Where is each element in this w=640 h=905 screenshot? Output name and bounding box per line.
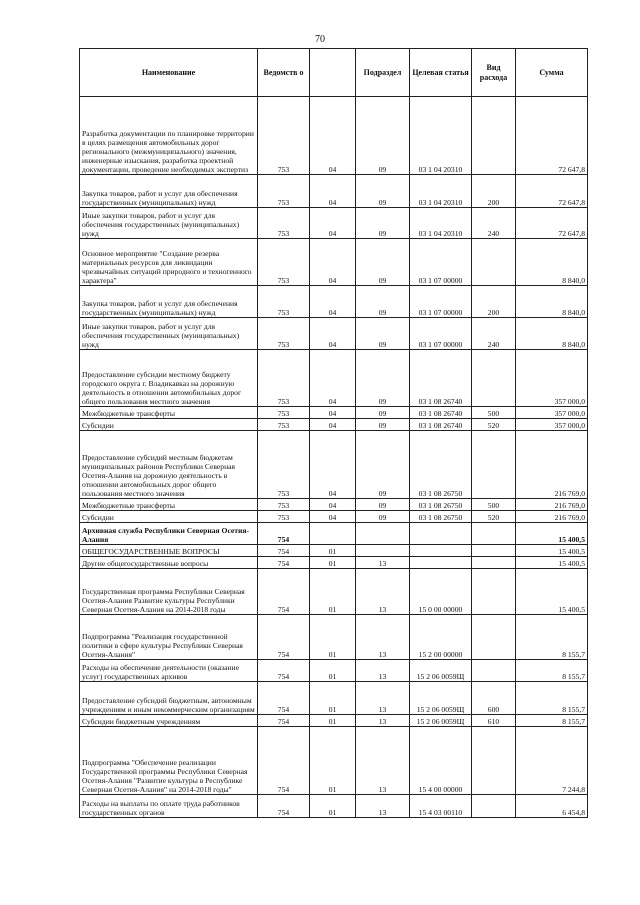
- cell-expense-type: [472, 660, 516, 682]
- cell-target: 03 1 07 00000: [410, 286, 472, 318]
- cell-department: 753: [258, 208, 310, 239]
- cell-subsection: 13: [356, 727, 410, 795]
- cell-department: 754: [258, 557, 310, 569]
- cell-name: Иные закупки товаров, работ и услуг для обеспечения государственных (муниципальных) нужд: [80, 318, 258, 350]
- table-body: [80, 97, 588, 818]
- cell-section: 01: [310, 569, 356, 615]
- cell-name: Разработка документации по планировке территории в целях размещения автомобильных дорог регионального (межмуниципального) значения, инженерные изыскания, разработка проектной документации, проведение необходимых экспертиз: [80, 97, 258, 175]
- cell-department: 754: [258, 715, 310, 727]
- cell-amount: 8 155,7: [516, 682, 588, 715]
- table-row: [80, 97, 588, 175]
- cell-name: Архивная служба Республики Северная Осетия-Алания: [80, 523, 258, 545]
- cell-amount: 6 454,8: [516, 795, 588, 818]
- cell-subsection: 13: [356, 660, 410, 682]
- cell-expense-type: 600: [472, 682, 516, 715]
- cell-subsection: 13: [356, 795, 410, 818]
- header-subsection: Подраздел: [356, 49, 410, 97]
- table-row: [80, 557, 588, 569]
- cell-subsection: 09: [356, 318, 410, 350]
- cell-subsection: 09: [356, 419, 410, 431]
- cell-expense-type: [472, 557, 516, 569]
- table-row: [80, 208, 588, 239]
- cell-amount: 8 155,7: [516, 615, 588, 660]
- cell-subsection: 13: [356, 569, 410, 615]
- cell-amount: 357 000,0: [516, 407, 588, 419]
- table-row: [80, 523, 588, 545]
- header-name: Наименование: [80, 49, 258, 97]
- cell-section: 01: [310, 795, 356, 818]
- cell-department: 753: [258, 350, 310, 407]
- table-row: [80, 727, 588, 795]
- cell-target: 03 1 08 26750: [410, 511, 472, 523]
- cell-department: 754: [258, 569, 310, 615]
- cell-subsection: 09: [356, 350, 410, 407]
- cell-amount: 357 000,0: [516, 350, 588, 407]
- cell-name: Предоставление субсидии местному бюджету городского округа г. Владикавказ на дорожную деятельность в отношении автомобильных дорог общего пользования местного значения: [80, 350, 258, 407]
- table-row: [80, 511, 588, 523]
- cell-expense-type: 610: [472, 715, 516, 727]
- cell-department: 753: [258, 239, 310, 286]
- header-amount: Сумма: [516, 49, 588, 97]
- cell-amount: 15 400,5: [516, 569, 588, 615]
- table-row: [80, 569, 588, 615]
- cell-target: 03 1 08 26750: [410, 499, 472, 511]
- cell-section: 01: [310, 545, 356, 557]
- cell-name: Субсидии бюджетным учреждениям: [80, 715, 258, 727]
- cell-department: 753: [258, 175, 310, 208]
- cell-expense-type: 200: [472, 286, 516, 318]
- cell-expense-type: 240: [472, 208, 516, 239]
- table-row: [80, 715, 588, 727]
- cell-target: 03 1 08 26740: [410, 350, 472, 407]
- cell-department: 753: [258, 407, 310, 419]
- cell-expense-type: [472, 239, 516, 286]
- cell-target: 03 1 07 00000: [410, 318, 472, 350]
- cell-name: Основное мероприятие "Создание резерва материальных ресурсов для ликвидации чрезвычайных ситуаций природного и техногенного характера": [80, 239, 258, 286]
- cell-target: 03 1 08 26750: [410, 431, 472, 499]
- cell-subsection: 09: [356, 407, 410, 419]
- cell-name: Субсидии: [80, 419, 258, 431]
- cell-name: Закупка товаров, работ и услуг для обеспечения государственных (муниципальных) нужд: [80, 175, 258, 208]
- table-row: [80, 407, 588, 419]
- cell-section: 04: [310, 499, 356, 511]
- cell-expense-type: 520: [472, 419, 516, 431]
- cell-expense-type: 500: [472, 407, 516, 419]
- table-row: [80, 682, 588, 715]
- cell-subsection: 09: [356, 97, 410, 175]
- cell-target: 15 2 00 00000: [410, 615, 472, 660]
- cell-section: 04: [310, 419, 356, 431]
- table-row: [80, 615, 588, 660]
- cell-section: 04: [310, 97, 356, 175]
- cell-department: 754: [258, 727, 310, 795]
- cell-section: 04: [310, 239, 356, 286]
- cell-subsection: 09: [356, 499, 410, 511]
- cell-target: 15 2 06 0059Щ: [410, 660, 472, 682]
- cell-subsection: 09: [356, 286, 410, 318]
- cell-name: Межбюджетные трансферты: [80, 499, 258, 511]
- cell-department: 754: [258, 545, 310, 557]
- cell-expense-type: [472, 569, 516, 615]
- cell-expense-type: [472, 727, 516, 795]
- cell-section: 04: [310, 350, 356, 407]
- cell-department: 754: [258, 682, 310, 715]
- table-row: [80, 660, 588, 682]
- cell-expense-type: [472, 615, 516, 660]
- cell-target: 03 1 04 20310: [410, 97, 472, 175]
- cell-amount: 7 244,8: [516, 727, 588, 795]
- cell-department: 753: [258, 431, 310, 499]
- cell-expense-type: 500: [472, 499, 516, 511]
- cell-amount: 15 400,5: [516, 545, 588, 557]
- cell-expense-type: 200: [472, 175, 516, 208]
- cell-subsection: 13: [356, 715, 410, 727]
- cell-amount: 15 400,5: [516, 557, 588, 569]
- cell-subsection: 13: [356, 682, 410, 715]
- page-number: 70: [315, 34, 325, 45]
- cell-department: 753: [258, 419, 310, 431]
- table-row: [80, 350, 588, 407]
- cell-amount: 8 155,7: [516, 660, 588, 682]
- cell-name: ОБЩЕГОСУДАРСТВЕННЫЕ ВОПРОСЫ: [80, 545, 258, 557]
- cell-expense-type: [472, 350, 516, 407]
- header-target: Целевая статья: [410, 49, 472, 97]
- cell-amount: 216 769,0: [516, 499, 588, 511]
- cell-subsection: 13: [356, 615, 410, 660]
- cell-target: 15 4 03 00110: [410, 795, 472, 818]
- cell-section: 04: [310, 286, 356, 318]
- cell-target: 15 4 00 00000: [410, 727, 472, 795]
- cell-section: [310, 523, 356, 545]
- table-row: [80, 499, 588, 511]
- cell-department: 753: [258, 511, 310, 523]
- table-row: [80, 795, 588, 818]
- cell-subsection: 09: [356, 511, 410, 523]
- cell-amount: 8 840,0: [516, 318, 588, 350]
- cell-target: 03 1 08 26740: [410, 407, 472, 419]
- table-row: [80, 431, 588, 499]
- cell-amount: 357 000,0: [516, 419, 588, 431]
- header-section: [310, 49, 356, 97]
- cell-name: Иные закупки товаров, работ и услуг для обеспечения государственных (муниципальных) нужд: [80, 208, 258, 239]
- cell-target: 03 1 07 00000: [410, 239, 472, 286]
- cell-amount: 8 840,0: [516, 286, 588, 318]
- cell-name: Подпрограмма "Реализация государственной политики в сфере культуры Республики Северная Осетия-Алания": [80, 615, 258, 660]
- cell-section: 01: [310, 615, 356, 660]
- cell-section: 01: [310, 727, 356, 795]
- cell-expense-type: [472, 523, 516, 545]
- cell-section: 04: [310, 511, 356, 523]
- cell-subsection: 09: [356, 208, 410, 239]
- table-row: [80, 419, 588, 431]
- cell-department: 753: [258, 318, 310, 350]
- cell-amount: 8 155,7: [516, 715, 588, 727]
- cell-section: 01: [310, 557, 356, 569]
- cell-target: 15 0 00 00000: [410, 569, 472, 615]
- cell-subsection: [356, 523, 410, 545]
- cell-target: 03 1 04 20310: [410, 175, 472, 208]
- cell-section: 04: [310, 318, 356, 350]
- cell-amount: 72 647,8: [516, 97, 588, 175]
- cell-amount: 216 769,0: [516, 431, 588, 499]
- cell-target: 15 2 06 0059Щ: [410, 715, 472, 727]
- cell-department: 754: [258, 660, 310, 682]
- cell-expense-type: 240: [472, 318, 516, 350]
- cell-expense-type: [472, 97, 516, 175]
- cell-department: 754: [258, 795, 310, 818]
- cell-target: [410, 523, 472, 545]
- cell-name: Государственная программа Республики Северная Осетия-Алания Развитие культуры Республики Северная Осетия-Алания на 2014-2018 годы: [80, 569, 258, 615]
- cell-section: 04: [310, 208, 356, 239]
- cell-department: 753: [258, 499, 310, 511]
- cell-section: 04: [310, 175, 356, 208]
- header-expense-type: Вид расхода: [472, 49, 516, 97]
- cell-name: Закупка товаров, работ и услуг для обеспечения государственных (муниципальных) нужд: [80, 286, 258, 318]
- table-row: [80, 286, 588, 318]
- table-header-row: [80, 49, 588, 97]
- cell-amount: 72 647,8: [516, 175, 588, 208]
- cell-subsection: 13: [356, 557, 410, 569]
- cell-section: 04: [310, 431, 356, 499]
- cell-section: 01: [310, 682, 356, 715]
- cell-name: Субсидии: [80, 511, 258, 523]
- table-row: [80, 545, 588, 557]
- cell-target: 15 2 06 0059Щ: [410, 682, 472, 715]
- cell-subsection: 09: [356, 175, 410, 208]
- cell-name: Межбюджетные трансферты: [80, 407, 258, 419]
- header-department: Ведомств о: [258, 49, 310, 97]
- budget-table: [79, 48, 588, 818]
- cell-amount: 72 647,8: [516, 208, 588, 239]
- cell-amount: 15 400,5: [516, 523, 588, 545]
- cell-department: 753: [258, 286, 310, 318]
- table-row: [80, 318, 588, 350]
- cell-department: 753: [258, 97, 310, 175]
- cell-expense-type: 520: [472, 511, 516, 523]
- cell-name: Предоставление субсидий местным бюджетам муниципальных районов Республики Северная Осетия-Алания на дорожную деятельность в отношении автомобильных дорог общего пользования местного значения: [80, 431, 258, 499]
- cell-section: 01: [310, 715, 356, 727]
- cell-name: Расходы на выплаты по оплате труда работников государственных органов: [80, 795, 258, 818]
- cell-target: [410, 557, 472, 569]
- cell-name: Другие общегосударственные вопросы: [80, 557, 258, 569]
- cell-expense-type: [472, 545, 516, 557]
- cell-subsection: [356, 545, 410, 557]
- cell-subsection: 09: [356, 239, 410, 286]
- cell-expense-type: [472, 795, 516, 818]
- cell-section: 04: [310, 407, 356, 419]
- cell-name: Подпрограмма "Обеспечение реализации Государственной программы Республики Северная Осетия-Алания "Развитие культуры в Республике Северная Осетия-Алания" на 2014-2018 годы": [80, 727, 258, 795]
- cell-target: [410, 545, 472, 557]
- cell-department: 754: [258, 523, 310, 545]
- table-row: [80, 239, 588, 286]
- cell-name: Предоставление субсидий бюджетным, автономным учреждениям и иным некоммерческим организациям: [80, 682, 258, 715]
- cell-subsection: 09: [356, 431, 410, 499]
- cell-amount: 8 840,0: [516, 239, 588, 286]
- cell-department: 754: [258, 615, 310, 660]
- cell-expense-type: [472, 431, 516, 499]
- cell-section: 01: [310, 660, 356, 682]
- cell-target: 03 1 04 20310: [410, 208, 472, 239]
- table-row: [80, 175, 588, 208]
- cell-name: Расходы на обеспечение деятельности (оказание услуг) государственных архивов: [80, 660, 258, 682]
- cell-target: 03 1 08 26740: [410, 419, 472, 431]
- cell-amount: 216 769,0: [516, 511, 588, 523]
